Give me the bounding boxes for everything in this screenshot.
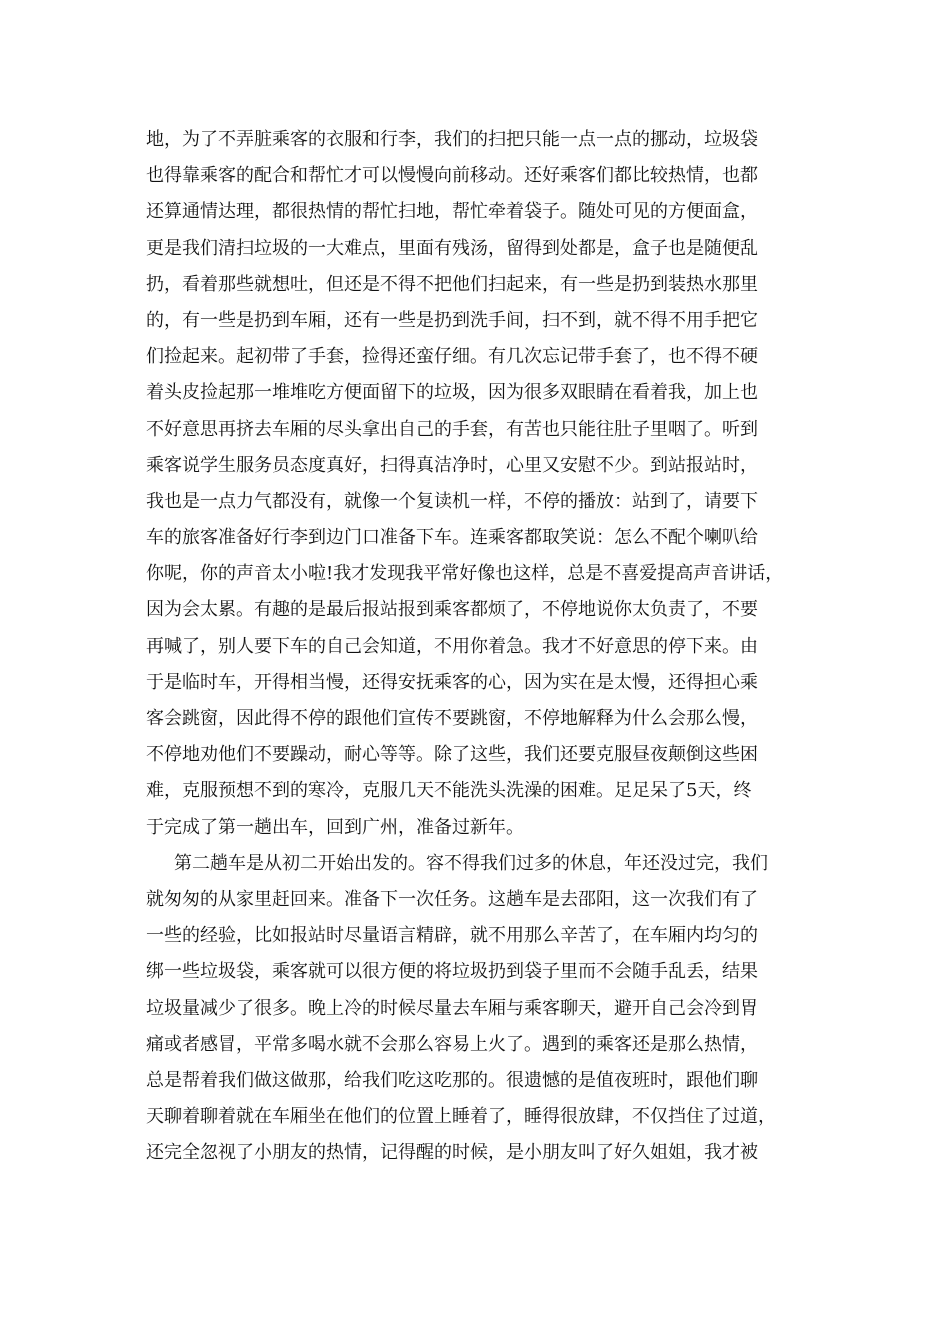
text-line: 于是临时车，开得相当慢，还得安抚乘客的心，因为实在是太慢，还得担心乘 <box>146 671 758 693</box>
body-text <box>146 122 816 1171</box>
text-line: 地，为了不弄脏乘客的衣服和行李，我们的扫把只能一点一点的挪动，垃圾袋 <box>146 129 758 150</box>
text-line: 我也是一点力气都没有，就像一个复读机一样，不停的播放：站到了，请要下 <box>146 490 758 512</box>
text-line: 天聊着聊着就在车厢坐在他们的位置上睡着了，睡得很放肆，不仅挡住了过道， <box>146 1106 776 1128</box>
text-line: 还算通情达理，都很热情的帮忙扫地，帮忙牵着袋子。随处可见的方便面盒， <box>146 201 758 223</box>
text-line: 再喊了，别人要下车的自己会知道，不用你着急。我才不好意思的停下来。由 <box>146 635 758 657</box>
text-line: 一些的经验，比如报站时尽量语言精辟，就不用那么辛苦了，在车厢内均匀的 <box>146 925 758 947</box>
text-line: 绑一些垃圾袋，乘客就可以很方便的将垃圾扔到袋子里而不会随手乱丢，结果 <box>146 961 758 983</box>
text-line: 总是帮着我们做这做那，给我们吃这吃那的。很遗憾的是值夜班时，跟他们聊 <box>146 1069 758 1091</box>
text-line: 不停地劝他们不要躁动，耐心等等。除了这些，我们还要克服昼夜颠倒这些困 <box>146 744 758 766</box>
text-line: 车的旅客准备好行李到边门口准备下车。连乘客都取笑说：怎么不配个喇叭给 <box>146 527 758 549</box>
text-line: 着头皮捡起那一堆堆吃方便面留下的垃圾，因为很多双眼睛在看着我，加上也 <box>146 382 758 404</box>
text-line: 第二趟车是从初二开始出发的。容不得我们过多的休息，年还没过完，我们 <box>174 852 768 874</box>
text-line: 因为会太累。有趣的是最后报站报到乘客都烦了，不停地说你太负责了，不要 <box>146 599 758 621</box>
text-line: 乘客说学生服务员态度真好，扫得真洁净时，心里又安慰不少。到站报站时， <box>146 454 758 476</box>
text-line: 于完成了第一趟出车，回到广州，准备过新年。 <box>146 816 524 838</box>
text-line: 扔，看着那些就想吐，但还是不得不把他们扫起来，有一些是扔到装热水那里 <box>146 273 758 295</box>
text-line: 客会跳窗，因此得不停的跟他们宣传不要跳窗，不停地解释为什么会那么慢， <box>146 708 758 729</box>
text-line: 不好意思再挤去车厢的尽头拿出自己的手套，有苦也只能往肚子里咽了。听到 <box>146 418 758 440</box>
text-line: 的，有一些是扔到车厢，还有一些是扔到洗手间，扫不到，就不得不用手把它 <box>146 309 758 331</box>
text-line: 你呢，你的声音太小啦!我才发现我平常好像也这样，总是不喜爱提高声音讲话， <box>146 563 784 585</box>
text-line: 也得靠乘客的配合和帮忙才可以慢慢向前移动。还好乘客们都比较热情，也都 <box>146 165 758 187</box>
text-line: 们捡起来。起初带了手套，捡得还蛮仔细。有几次忘记带手套了，也不得不硬 <box>146 346 758 368</box>
text-line: 难，克服预想不到的寒冷，克服几天不能洗头洗澡的困难。足足呆了5天，终 <box>146 780 752 802</box>
text-line: 还完全忽视了小朋友的热情，记得醒的时候，是小朋友叫了好久姐姐，我才被 <box>146 1142 758 1164</box>
text-line: 痛或者感冒，平常多喝水就不会那么容易上火了。遇到的乘客还是那么热情， <box>146 1033 758 1055</box>
text-line: 就匆匆的从家里赶回来。准备下一次任务。这趟车是去邵阳，这一次我们有了 <box>146 888 758 910</box>
text-line: 垃圾量减少了很多。晚上冷的时候尽量去车厢与乘客聊天，避开自己会冷到胃 <box>146 997 758 1019</box>
text-line: 更是我们清扫垃圾的一大难点，里面有残汤，留得到处都是，盒子也是随便乱 <box>146 237 758 259</box>
